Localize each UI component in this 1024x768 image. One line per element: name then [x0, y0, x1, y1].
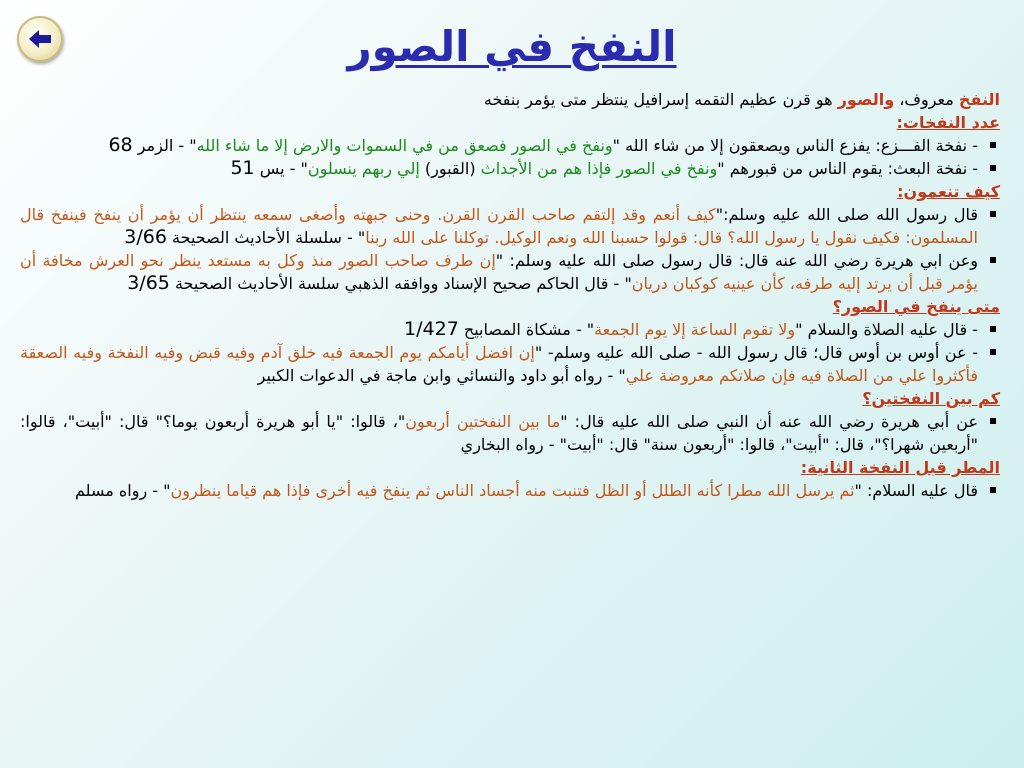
- section-heading-when: متى ينفخ في الصور؟: [832, 297, 1000, 316]
- page-title-text: النفخ في الصور: [347, 22, 677, 71]
- reference-number: 1/427: [404, 318, 459, 340]
- list-item: [20, 341, 1000, 387]
- slide-content: [20, 88, 1000, 502]
- item-text: " - رواه أبو داود والنسائي وابن ماجة في الدعوات الكبير: [257, 366, 626, 385]
- reference-number: 68: [108, 134, 133, 156]
- item-text: " - رواه مسلم: [75, 481, 171, 500]
- item-text: عن أبي هريرة رضي الله عنه أن النبي صلى الله عليه قال: ": [560, 412, 978, 431]
- section-list-how: [20, 203, 1000, 295]
- quote-text: إن افضل أيامكم يوم الجمعة فيه خلق آدم وفيه قبض وفيه النفخة وفيه الصعقة فأكثروا علي من الصلاة فيه فإن صلاتكم معروضة علي: [20, 343, 978, 385]
- list-item: [20, 203, 1000, 249]
- quote-text: ونفخ في الصور فصعق من في السموات والارض إلا ما شاء الله: [196, 136, 613, 155]
- section-list-when: [20, 318, 1000, 387]
- item-text: " - قال الحاكم صحيح الإسناد ووافقه الذهبي سلسة الأحاديث الصحيحة: [169, 274, 632, 293]
- item-text: " - يس: [254, 159, 308, 178]
- quote-text: إلي ربهم ينسلون: [307, 159, 420, 178]
- quote-text: ثم يرسل الله مطرا كأنه الطلل أو الظل فتنبت منه أجساد الناس ثم ينفخ فيه أخرى فإذا هم قياما ينظرون: [170, 481, 855, 500]
- item-text: قال عليه السلام: ": [854, 481, 978, 500]
- item-text: - نفخة الفـــزع: يفزع الناس ويصعقون إلا من شاء الله ": [612, 136, 978, 155]
- section-heading-rain: المطر قبل النفخة الثانية:: [800, 458, 1000, 477]
- item-text: " - مشكاة المصابيح: [458, 320, 595, 339]
- section-list-count: [20, 134, 1000, 180]
- page-title: [0, 14, 1024, 80]
- item-text: (القبور): [419, 159, 481, 178]
- intro-text-2: هو قرن عظيم التقمه إسرافيل ينتظر متى يؤمر بنفخه: [483, 90, 838, 109]
- list-item: [20, 318, 1000, 341]
- quote-text: ما بين النفختين أربعون: [405, 412, 561, 431]
- section-heading-how: كيف تنعمون:: [897, 182, 1000, 201]
- section-heading-between: كم بين النفختين؟: [862, 389, 1000, 408]
- item-text: - عن أوس بن أوس قال؛ قال رسول الله - صلى الله عليه وسلم- ": [534, 343, 979, 362]
- intro-term-sur: والصور: [837, 90, 895, 109]
- reference-number: 3/66: [124, 226, 167, 248]
- reference-number: 3/65: [127, 272, 170, 294]
- reference-number: 51: [230, 157, 255, 179]
- quote-text: إن طرف صاحب الصور منذ وكل به مستعد ينظر نحو العرش مخافة أن يؤمر قبل أن يرتد إليه طرفه، كأن عينيه كوكبان دريان: [20, 251, 978, 293]
- list-item: [20, 134, 1000, 157]
- section-list-rain: [20, 479, 1000, 502]
- intro-paragraph: [20, 88, 1000, 111]
- quote-text: ونفخ في الصور فإذا هم من الأجداث: [480, 159, 718, 178]
- item-text: وعن ابي هريرة رضي الله عنه قال: قال رسول صلى الله عليه وسلم: ": [495, 251, 979, 270]
- list-item: [20, 479, 1000, 502]
- item-text: " - الزمر: [132, 136, 197, 155]
- quote-text: كيف أنعم وقد إلتقم صاحب القرن القرن. وحنى جبهته وأصغى سمعه ينتظر أن يؤمر أن ينفخ فينفخ قال المسلمون: فكيف نقول يا رسول الله؟ قال: قولوا حسبنا الله ونعم الوكيل. توكلنا على الله ربنا: [20, 205, 978, 247]
- item-text: قال رسول الله صلى الله عليه وسلم:": [715, 205, 978, 224]
- section-list-between: [20, 410, 1000, 456]
- item-text: " - سلسلة الأحاديث الصحيحة: [166, 228, 366, 247]
- quote-text: ولا تقوم الساعة إلا يوم الجمعة: [594, 320, 796, 339]
- item-text: "، قالوا: "يا أبو هريرة أربعون يوما؟" قال: "أبيت"، قالوا: "أربعين شهرا؟"، قال: "أبيت"، قالوا: "أربعون سنة" قال: "أبيت" - رواه البخاري: [20, 412, 978, 454]
- list-item: [20, 410, 1000, 456]
- item-text: - قال عليه الصلاة والسلام ": [795, 320, 978, 339]
- section-heading-count: عدد النفخات:: [896, 113, 1000, 132]
- item-text: - نفخة البعث: يقوم الناس من قبورهم ": [717, 159, 978, 178]
- intro-term-nafkh: النفخ: [958, 90, 1000, 109]
- list-item: [20, 249, 1000, 295]
- intro-text-1: معروف،: [894, 90, 959, 109]
- list-item: [20, 157, 1000, 180]
